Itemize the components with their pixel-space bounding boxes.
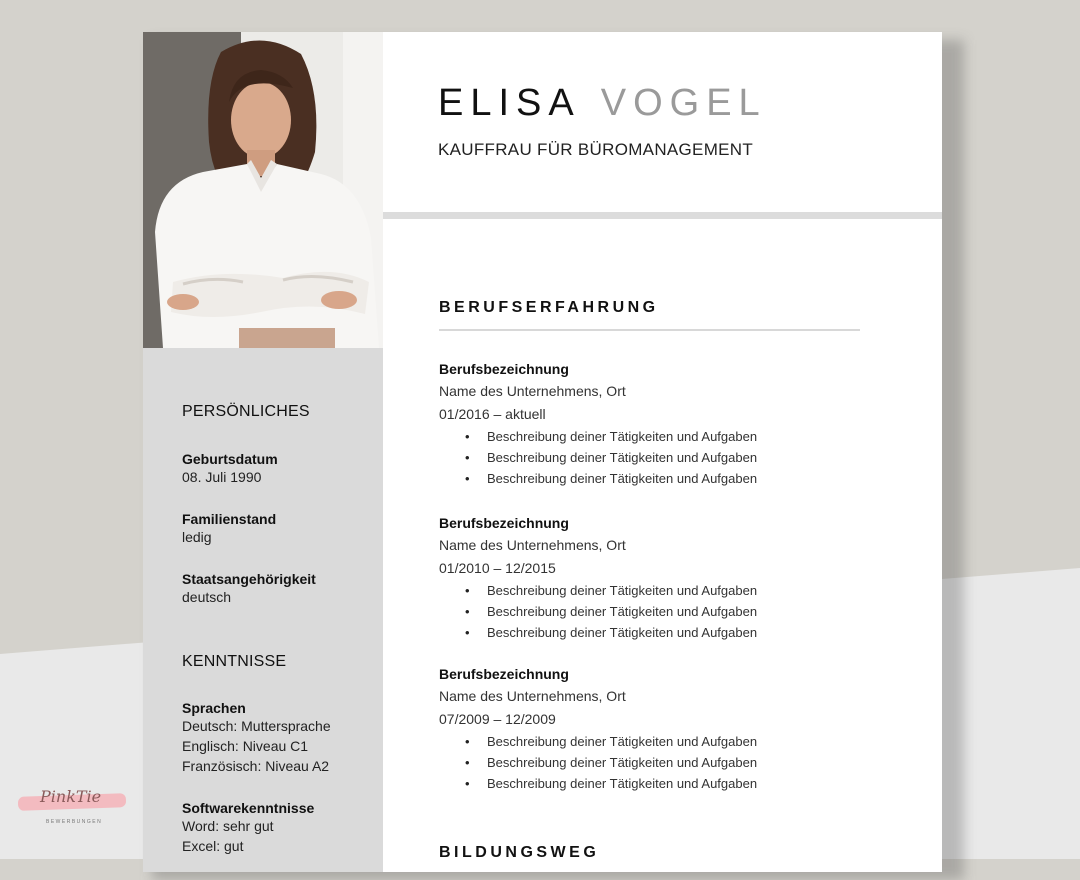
job-bullet: • Beschreibung deiner Tätigkeiten und Aufgaben [487, 601, 859, 622]
last-name: VOGEL [600, 82, 767, 124]
personal-heading: PERSÖNLICHES [182, 403, 310, 420]
personal-item-label: Familienstand [182, 511, 277, 527]
job-role: Berufsbezeichnung [439, 515, 569, 531]
personal-item [182, 571, 382, 607]
skills-heading: KENNTNISSE [182, 653, 287, 670]
watermark-brand: PinkTie [40, 787, 102, 806]
experience-heading: BERUFSERFAHRUNG [439, 299, 659, 316]
first-name: ELISA [438, 82, 581, 124]
job-role: Berufsbezeichnung [439, 666, 569, 682]
job-bullet: • Beschreibung deiner Tätigkeiten und Aufgaben [487, 752, 859, 773]
job-company: Name des Unternehmens, Ort [439, 537, 626, 553]
watermark-tagline: BEWERBUNGEN [46, 819, 103, 825]
personal-item-value: ledig [182, 529, 212, 545]
profile-photo [143, 32, 383, 348]
personal-section [182, 403, 382, 421]
language-item: Englisch: Niveau C1 [182, 738, 309, 754]
languages-label: Sprachen [182, 700, 246, 716]
software-block [182, 800, 382, 856]
job-bullet: • Beschreibung deiner Tätigkeiten und Aufgaben [487, 447, 859, 468]
job-entry [439, 358, 859, 489]
personal-item [182, 451, 382, 487]
job-bullet: • Beschreibung deiner Tätigkeiten und Aufgaben [487, 622, 859, 643]
languages-block [182, 700, 382, 776]
job-dates: 07/2009 – 12/2009 [439, 711, 556, 727]
header-divider [383, 212, 942, 219]
software-item: Excel: gut [182, 838, 244, 854]
skills-section [182, 653, 382, 671]
software-item: Word: sehr gut [182, 818, 274, 834]
job-role: Berufsbezeichnung [439, 361, 569, 377]
personal-item-value: deutsch [182, 589, 232, 605]
job-bullets [439, 580, 859, 643]
job-company: Name des Unternehmens, Ort [439, 688, 626, 704]
personal-item [182, 511, 382, 547]
job-dates: 01/2016 – aktuell [439, 406, 546, 422]
language-item: Französisch: Niveau A2 [182, 758, 330, 774]
job-bullets [439, 426, 859, 489]
full-name [438, 84, 767, 122]
job-dates: 01/2010 – 12/2015 [439, 560, 556, 576]
personal-item-label: Geburtsdatum [182, 451, 278, 467]
job-bullet: • Beschreibung deiner Tätigkeiten und Aufgaben [487, 731, 859, 752]
job-bullets [439, 731, 859, 794]
brand-watermark [16, 785, 128, 830]
experience-divider [439, 329, 860, 331]
job-entry [439, 663, 859, 794]
education-heading: BILDUNGSWEG [439, 844, 600, 861]
language-item: Deutsch: Muttersprache [182, 718, 331, 734]
personal-item-value: 08. Juli 1990 [182, 469, 262, 485]
job-bullet: • Beschreibung deiner Tätigkeiten und Aufgaben [487, 773, 859, 794]
job-bullet: • Beschreibung deiner Tätigkeiten und Aufgaben [487, 468, 859, 489]
job-title: KAUFFRAU FÜR BÜROMANAGEMENT [438, 140, 754, 159]
job-company: Name des Unternehmens, Ort [439, 383, 626, 399]
job-entry [439, 512, 859, 643]
personal-item-label: Staatsangehörigkeit [182, 571, 316, 587]
resume-sheet [143, 32, 942, 872]
software-label: Softwarekenntnisse [182, 800, 315, 816]
job-bullet: • Beschreibung deiner Tätigkeiten und Aufgaben [487, 426, 859, 447]
job-bullet: • Beschreibung deiner Tätigkeiten und Aufgaben [487, 580, 859, 601]
